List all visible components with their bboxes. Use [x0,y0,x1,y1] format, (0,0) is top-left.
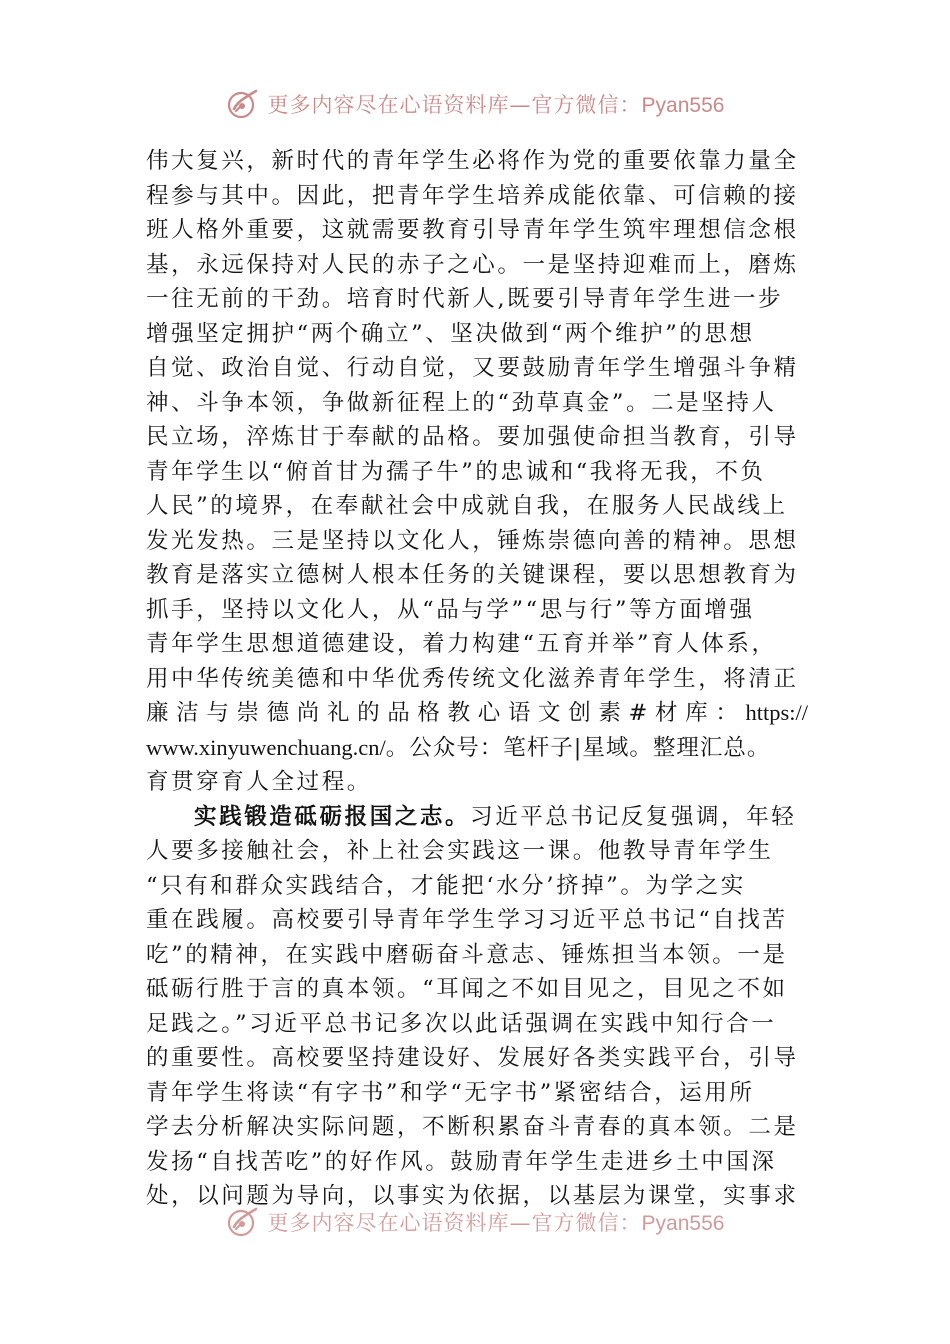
paragraph-heading: 实践锻造砥砺报国之志。 [194,803,471,830]
text-line: 一往无前的干劲。培育时代新人,既要引导青年学生进一步 [146,286,784,312]
text-line: 抓手，坚持以文化人，从“品与学”“思与行”等方面增强 [146,596,755,623]
paragraph-1 [146,144,808,800]
watermark-brand: Pyan556 [641,94,725,117]
text-line: 神、斗争本领，争做新征程上的“劲草真金”。二是坚持人 [146,389,777,416]
text-line: 吃”的精神，在实践中磨砺奋斗意志、锤炼担当本领。一是 [146,941,788,968]
text-line: 发光发热。三是坚持以文化人，锤炼崇德向善的精神。思想 [146,527,799,554]
url-fragment: https:// [745,700,808,725]
text-line: 民立场，淬炼甘于奉献的品格。要加强使命担当教育，引导 [146,424,799,450]
text-line-url: www.xinyuwenchuang.cn/。公众号：笔杆子|星域。整理汇总。 [146,734,771,761]
pen-logo-icon [226,87,260,121]
text-line: 育贯穿育人全过程。 [146,769,372,795]
text-line-with-url: 廉洁与崇德尚礼的品格教心语文创素#材库：https:// [146,700,808,726]
watermark-brand: Pyan556 [641,1212,725,1235]
watermark-text: 更多内容尽在心语资料库—官方微信：Pyan556 [267,1211,725,1235]
text-line: 砥砺行胜于言的真本领。“耳闻之不如目见之，目见之不如 [146,976,788,1002]
watermark-header [0,82,950,126]
text-line: 青年学生以“俯首甘为孺子牛”的忠诚和“我将无我，不负 [146,458,766,485]
text-line: 的重要性。高校要坚持建设好、发展好各类实践平台，引导 [146,1045,799,1071]
text-line: 人要多接触社会，补上社会实践这一课。他教导青年学生 [146,838,774,864]
text-line: 用中华传统美德和中华优秀传统文化滋养青年学生，将清正 [146,665,799,692]
text-line: 人民”的境界，在奉献社会中成就自我，在服务人民战线上 [146,493,788,519]
text-line: “只有和群众实践结合，才能把‘水分’挤掉”。为学之实 [146,872,746,899]
text-line: 增强坚定拥护“两个确立”、坚决做到“两个维护”的思想 [146,320,755,347]
text-line: 青年学生思想道德建设，着力构建“五育并举”育人体系， [146,631,777,657]
text-line: 青年学生将读“有字书”和学“无字书”紧密结合，运用所 [146,1079,755,1106]
text-line: 重在践履。高校要引导青年学生学习习近平总书记“自找苦 [146,907,788,933]
text-line: 班人格外重要，这就需要教育引导青年学生筑牢理想信念根 [146,217,799,243]
text-line: 足践之。”习近平总书记多次以此话强调在实践中知行合一 [146,1010,777,1037]
text-line: 自觉、政治自觉、行动自觉，又要鼓励青年学生增强斗争精 [146,355,799,381]
text-line: 教育是落实立德树人根本任务的关键课程，要以思想教育为 [146,562,799,588]
pen-logo-icon [226,1205,260,1239]
text-line: 程参与其中。因此，把青年学生培养成能依靠、可信赖的接 [146,182,799,209]
watermark-footer [0,1200,950,1244]
text-line: 发扬“自找苦吃”的好作风。鼓励青年学生走进乡土中国深 [146,1148,777,1175]
text-line: 基，永远保持对人民的赤子之心。一是坚持迎难而上，磨炼 [146,251,799,278]
watermark-text: 更多内容尽在心语资料库—官方微信：Pyan556 [267,93,725,117]
text-line: 伟大复兴，新时代的青年学生必将作为党的重要依靠力量全 [146,148,799,174]
url-fragment: www.xinyuwenchuang.cn/ [146,734,386,760]
article-body [146,144,808,1214]
text-line: 处，以问题为导向，以事实为依据，以基层为课堂，实事求 [146,1183,799,1209]
paragraph-first-line: 实践锻造砥砺报国之志。习近平总书记反复强调，年轻 [194,803,797,830]
paragraph-2 [146,800,808,1214]
text-line: 学去分析解决实际问题，不断积累奋斗青春的真本领。二是 [146,1114,799,1140]
